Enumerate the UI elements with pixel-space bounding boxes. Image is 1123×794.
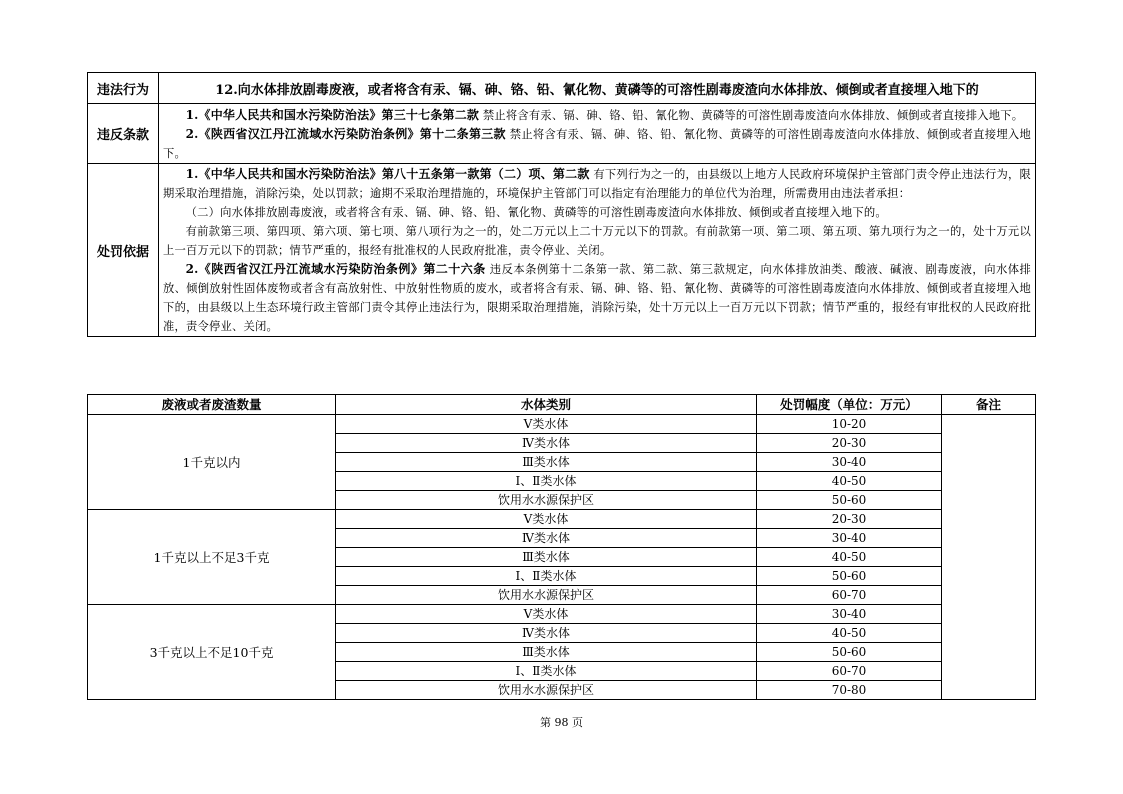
range-cell: 30-40 [757, 453, 942, 472]
range-cell: 40-50 [757, 624, 942, 643]
range-cell: 60-70 [757, 586, 942, 605]
header-range: 处罚幅度（单位：万元） [757, 395, 942, 415]
quantity-cell: 1千克以上不足3千克 [88, 510, 336, 605]
offense-title: 12.向水体排放剧毒废液，或者将含有汞、镉、砷、铬、铅、氰化物、黄磷等的可溶性剧毒废渣向水体排放、倾倒或者直接埋入地下的 [159, 73, 1036, 104]
offense-detail-table [87, 72, 1036, 337]
header-water-type: 水体类别 [336, 395, 757, 415]
quantity-cell: 1千克以内 [88, 415, 336, 510]
violated-item-2 [163, 125, 1031, 163]
penalty-basis-row [88, 164, 1036, 337]
range-cell: 60-70 [757, 662, 942, 681]
water-type-cell: 饮用水水源保护区 [336, 491, 757, 510]
offense-label: 违法行为 [88, 73, 159, 104]
water-type-cell: Ⅰ、Ⅱ类水体 [336, 662, 757, 681]
water-type-cell: Ⅲ类水体 [336, 643, 757, 662]
water-type-cell: Ⅰ、Ⅱ类水体 [336, 567, 757, 586]
violated-item-1-law: 1.《中华人民共和国水污染防治法》第三十七条第二款 [185, 108, 480, 122]
water-type-cell: Ⅲ类水体 [336, 453, 757, 472]
water-type-cell: Ⅰ、Ⅱ类水体 [336, 472, 757, 491]
range-cell: 70-80 [757, 681, 942, 700]
range-cell: 20-30 [757, 510, 942, 529]
penalty-item-1-law: 1.《中华人民共和国水污染防治法》第八十五条第一款第（二）项、第二款 [185, 167, 590, 181]
range-cell: 50-60 [757, 491, 942, 510]
range-cell: 40-50 [757, 472, 942, 491]
range-cell: 50-60 [757, 643, 942, 662]
quantity-cell: 3千克以上不足10千克 [88, 605, 336, 700]
offense-row [88, 73, 1036, 104]
penalty-item-2-law: 2.《陕西省汉江丹江流域水污染防治条例》第二十六条 [185, 262, 486, 276]
water-type-cell: Ⅳ类水体 [336, 529, 757, 548]
water-type-cell: Ⅳ类水体 [336, 434, 757, 453]
page-number: 第 98 页 [540, 716, 583, 729]
violated-item-2-law: 2.《陕西省汉江丹江流域水污染防治条例》第十二条第三款 [185, 127, 506, 141]
water-type-cell: Ⅴ类水体 [336, 605, 757, 624]
table-row [88, 605, 1036, 624]
penalty-basis-content [159, 164, 1036, 337]
penalty-item-1-text: 有下列行为之一的，由县级以上地方人民政府环境保护主管部门责令停止违法行为，限期采取治理措施，消除污染，处以罚款；逾期不采取治理措施的，环境保护主管部门可以指定有治理能力的单位代为治理，所需费用由违法者承担： [163, 168, 1031, 200]
range-cell: 30-40 [757, 605, 942, 624]
remarks-cell [942, 415, 1036, 700]
violated-item-1-text: 禁止将含有汞、镉、砷、铬、铅、氰化物、黄磷等的可溶性剧毒废渣向水体排放、倾倒或者直接排入地下。 [482, 109, 1024, 122]
penalty-basis-label: 处罚依据 [88, 164, 159, 337]
water-type-cell: Ⅲ类水体 [336, 548, 757, 567]
water-type-cell: 饮用水水源保护区 [336, 681, 757, 700]
violated-content [159, 104, 1036, 164]
water-type-cell: 饮用水水源保护区 [336, 586, 757, 605]
table-header-row [88, 395, 1036, 415]
range-cell: 10-20 [757, 415, 942, 434]
table-row [88, 510, 1036, 529]
penalty-item-1-sub: （二）向水体排放剧毒废液，或者将含有汞、镉、砷、铬、铅、氰化物、黄磷等的可溶性剧毒废渣向水体排放、倾倒或者直接埋入地下的。 [185, 206, 887, 219]
header-remarks: 备注 [942, 395, 1036, 415]
range-cell: 30-40 [757, 529, 942, 548]
range-cell: 20-30 [757, 434, 942, 453]
water-type-cell: Ⅴ类水体 [336, 415, 757, 434]
range-cell: 50-60 [757, 567, 942, 586]
range-cell: 40-50 [757, 548, 942, 567]
penalty-item-2 [163, 260, 1031, 336]
penalty-range-table [87, 394, 1036, 700]
water-type-cell: Ⅳ类水体 [336, 624, 757, 643]
penalty-item-2-text: 违反本条例第十二条第一款、第二款、第三款规定，向水体排放油类、酸液、碱液、剧毒废液，向水体排放、倾倒放射性固体废物或者含有高放射性、中放射性物质的废水，或者将含有汞、镉、砷、铬、铅、氰化物、黄磷等的可溶性剧毒废渣向水体排放、倾倒或者直接埋入地下的，由县级以上生态环境行政主管部门责令其停止违法行为，限期采取治理措施，消除污染，处十万元以上一百万元以下罚款；情节严重的，报经有审批权的人民政府批准，责令停业、关闭。 [163, 263, 1032, 333]
violated-item-2-text: 禁止将含有汞、镉、砷、铬、铅、氰化物、黄磷等的可溶性剧毒废渣向水体排放、倾倒或者直接埋入地下。 [163, 128, 1032, 160]
water-type-cell: Ⅴ类水体 [336, 510, 757, 529]
header-quantity: 废液或者废渣数量 [88, 395, 336, 415]
penalty-item-1 [163, 165, 1031, 203]
violated-label: 违反条款 [88, 104, 159, 164]
table-row [88, 415, 1036, 434]
violated-item-1 [163, 106, 1031, 125]
violated-row [88, 104, 1036, 164]
penalty-item-1-fines: 有前款第三项、第四项、第六项、第七项、第八项行为之一的，处二万元以上二十万元以下的罚款。有前款第一项、第二项、第五项、第九项行为之一的，处十万元以上一百万元以下的罚款；情节严重的，报经有批准权的人民政府批准，责令停业、关闭。 [163, 225, 1031, 257]
